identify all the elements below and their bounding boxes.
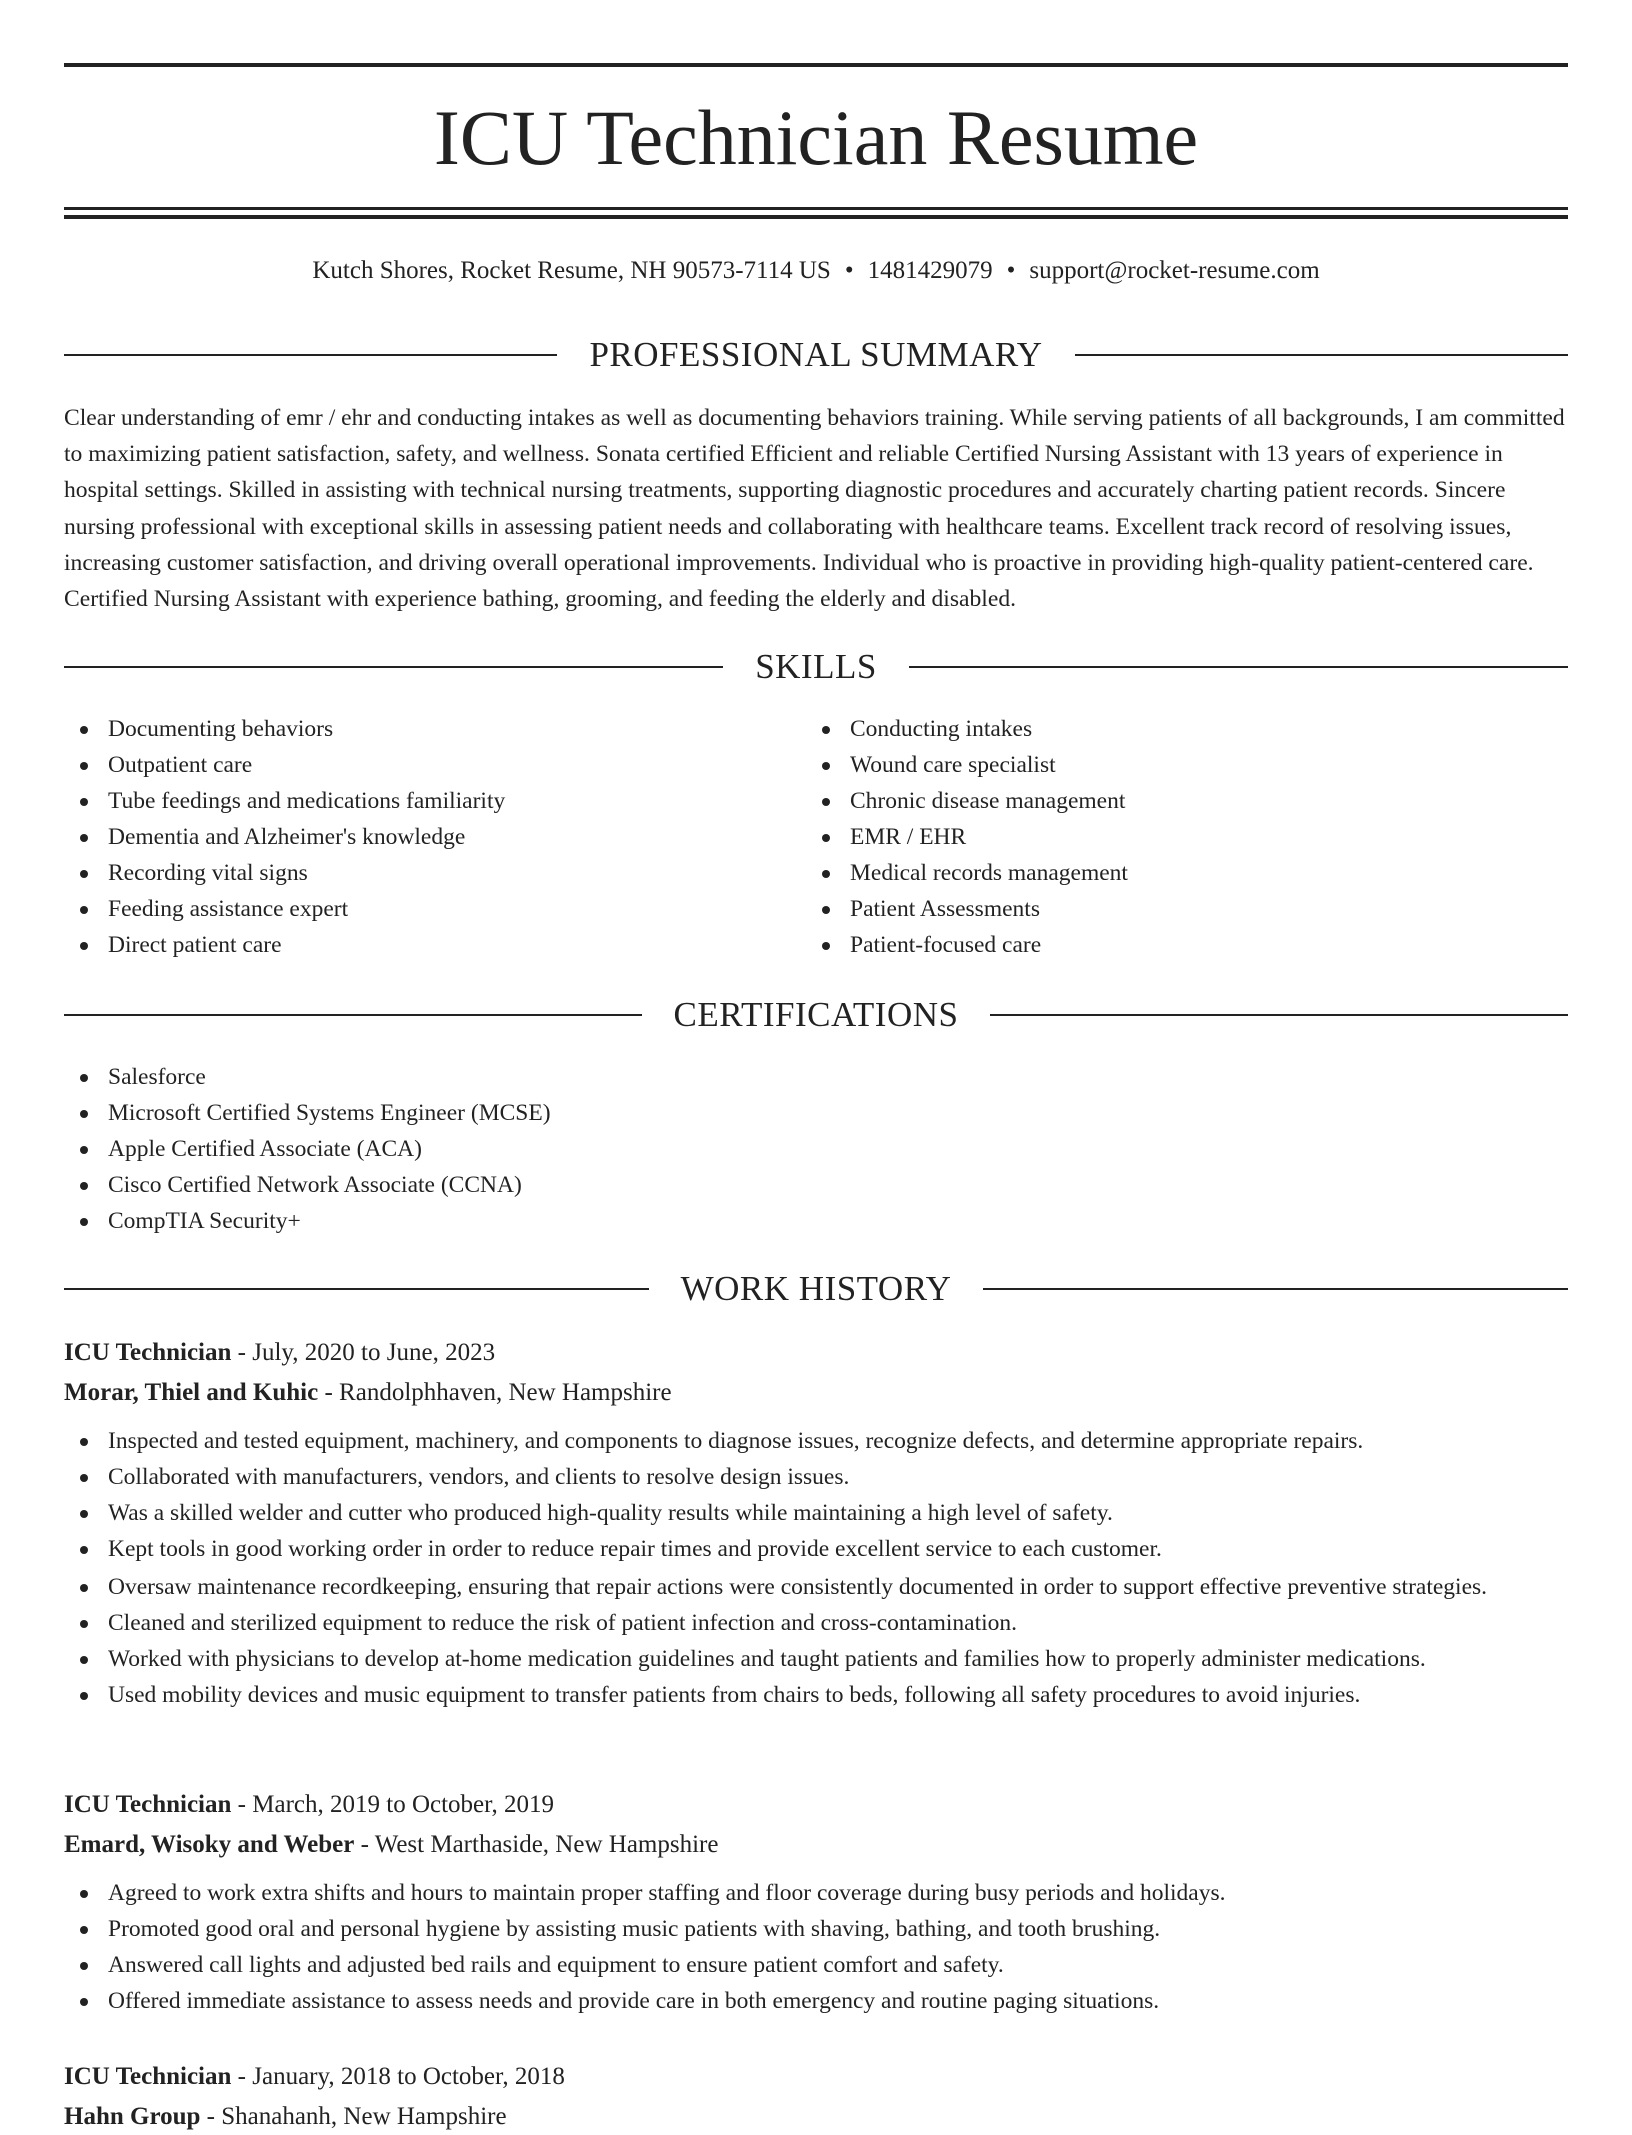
job-title-line xyxy=(64,1787,1568,1823)
job-task: Promoted good oral and personal hygiene by assisting music patients with shaving, bathing, and tooth brushing. xyxy=(64,1911,1568,1947)
section-title: PROFESSIONAL SUMMARY xyxy=(589,335,1043,374)
job-location: - West Marthaside, New Hampshire xyxy=(354,1831,719,1858)
section-heading-certifications xyxy=(64,993,1568,1037)
job-task: Inspected and tested equipment, machinery, and components to diagnose issues, recognize defects, and determine appropriate repairs. xyxy=(64,1423,1568,1459)
section-title: CERTIFICATIONS xyxy=(673,995,959,1034)
certifications-list xyxy=(64,1059,1568,1239)
heading-rule-right xyxy=(1075,354,1568,356)
heading-rule-right xyxy=(909,666,1568,668)
contact-address: Kutch Shores, Rocket Resume, NH 90573-7114 US xyxy=(312,257,831,284)
job-task-list xyxy=(64,1423,1568,1713)
heading-rule-right xyxy=(990,1014,1568,1016)
job-location: - Shanahanh, New Hampshire xyxy=(200,2103,507,2130)
job-company-line xyxy=(64,1375,1568,1411)
certification-item: Salesforce xyxy=(64,1059,1568,1095)
job-title: ICU Technician xyxy=(64,1791,232,1818)
job-company: Morar, Thiel and Kuhic xyxy=(64,1379,319,1406)
job-task: Answered call lights and adjusted bed rails and equipment to ensure patient comfort and safety. xyxy=(64,1947,1568,1983)
job-dates: - January, 2018 to October, 2018 xyxy=(231,2063,565,2090)
job-dates: - July, 2020 to June, 2023 xyxy=(231,1339,496,1366)
job-task: Oversaw maintenance recordkeeping, ensuring that repair actions were consistently documented in order to support effective preventive strategies. xyxy=(64,1569,1568,1605)
heading-rule-left xyxy=(64,354,557,356)
job-task: Kept tools in good working order in order to reduce repair times and provide excellent service to each customer. xyxy=(64,1531,1568,1567)
section-heading-skills xyxy=(64,645,1568,689)
contact-separator: • xyxy=(1006,257,1016,284)
job-task: Used mobility devices and music equipment to transfer patients from chairs to beds, following all safety procedures to avoid injuries. xyxy=(64,1677,1568,1713)
job-task-list xyxy=(64,1875,1568,2019)
skills-column-left xyxy=(64,711,804,963)
heading-rule-right xyxy=(983,1288,1568,1290)
contact-phone: 1481429079 xyxy=(867,257,993,284)
resume-title: ICU Technician Resume xyxy=(433,94,1199,181)
heading-rule-left xyxy=(64,1014,642,1016)
job-entry xyxy=(64,2059,1568,2135)
skill-item: Patient Assessments xyxy=(806,891,1546,927)
heading-rule-left xyxy=(64,666,723,668)
skill-item: Medical records management xyxy=(806,855,1546,891)
job-company-line xyxy=(64,1827,1568,1863)
certification-item: Microsoft Certified Systems Engineer (MCSE) xyxy=(64,1095,1568,1131)
skill-item: Outpatient care xyxy=(64,747,804,783)
skill-item: EMR / EHR xyxy=(806,819,1546,855)
skill-item: Direct patient care xyxy=(64,927,804,963)
certification-item: Cisco Certified Network Associate (CCNA) xyxy=(64,1167,1568,1203)
job-dates: - March, 2019 to October, 2019 xyxy=(231,1791,554,1818)
contact-separator: • xyxy=(844,257,854,284)
top-divider xyxy=(64,63,1568,67)
job-task: Collaborated with manufacturers, vendors, and clients to resolve design issues. xyxy=(64,1459,1568,1495)
skill-item: Patient-focused care xyxy=(806,927,1546,963)
job-title-line xyxy=(64,1335,1568,1371)
title-double-divider xyxy=(64,207,1568,219)
job-company: Hahn Group xyxy=(64,2103,201,2130)
heading-rule-left xyxy=(64,1288,649,1290)
skill-item: Wound care specialist xyxy=(806,747,1546,783)
skill-item: Tube feedings and medications familiarity xyxy=(64,783,804,819)
section-heading-summary xyxy=(64,333,1568,377)
skill-item: Documenting behaviors xyxy=(64,711,804,747)
job-location: - Randolphhaven, New Hampshire xyxy=(318,1379,672,1406)
skill-item: Recording vital signs xyxy=(64,855,804,891)
job-company: Emard, Wisoky and Weber xyxy=(64,1831,355,1858)
section-title: WORK HISTORY xyxy=(680,1269,952,1308)
job-task: Agreed to work extra shifts and hours to maintain proper staffing and floor coverage during busy periods and holidays. xyxy=(64,1875,1568,1911)
skills-column-right xyxy=(806,711,1546,963)
skill-item: Chronic disease management xyxy=(806,783,1546,819)
job-task: Offered immediate assistance to assess needs and provide care in both emergency and routine paging situations. xyxy=(64,1983,1568,2019)
section-title: SKILLS xyxy=(755,647,877,686)
job-title-line xyxy=(64,2059,1568,2095)
job-company-line xyxy=(64,2099,1568,2135)
certification-item: Apple Certified Associate (ACA) xyxy=(64,1131,1568,1167)
skill-item: Conducting intakes xyxy=(806,711,1546,747)
job-task: Was a skilled welder and cutter who produced high-quality results while maintaining a high level of safety. xyxy=(64,1495,1568,1531)
job-title: ICU Technician xyxy=(64,2063,232,2090)
job-entry xyxy=(64,1335,1568,1713)
summary-text: Clear understanding of emr / ehr and conducting intakes as well as documenting behaviors training. While serving patients of all backgrounds, I am committed to maximizing patient satisfaction, safety, and wellness. Sonata certified Efficient and reliable Certified Nursing Assistant with 13 years of experience in hospital settings. Skilled in assisting with technical nursing treatments, supporting diagnostic procedures and accurately charting patient records. Sincere nursing professional with exceptional skills in assessing patient needs and collaborating with healthcare teams. Excellent track record of resolving issues, increasing customer satisfaction, and driving overall operational improvements. Individual who is proactive in providing high-quality patient-centered care. Certified Nursing Assistant with experience bathing, grooming, and feeding the elderly and disabled. xyxy=(64,405,1565,613)
job-task: Worked with physicians to develop at-home medication guidelines and taught patients and families how to properly administer medications. xyxy=(64,1641,1568,1677)
contact-line xyxy=(64,254,1568,288)
skill-item: Dementia and Alzheimer's knowledge xyxy=(64,819,804,855)
certification-item: CompTIA Security+ xyxy=(64,1203,1568,1239)
section-heading-work-history xyxy=(64,1267,1568,1311)
job-entry xyxy=(64,1787,1568,2019)
skill-item: Feeding assistance expert xyxy=(64,891,804,927)
contact-email: support@rocket-resume.com xyxy=(1029,257,1320,284)
job-title: ICU Technician xyxy=(64,1339,232,1366)
job-task: Cleaned and sterilized equipment to reduce the risk of patient infection and cross-contamination. xyxy=(64,1605,1568,1641)
